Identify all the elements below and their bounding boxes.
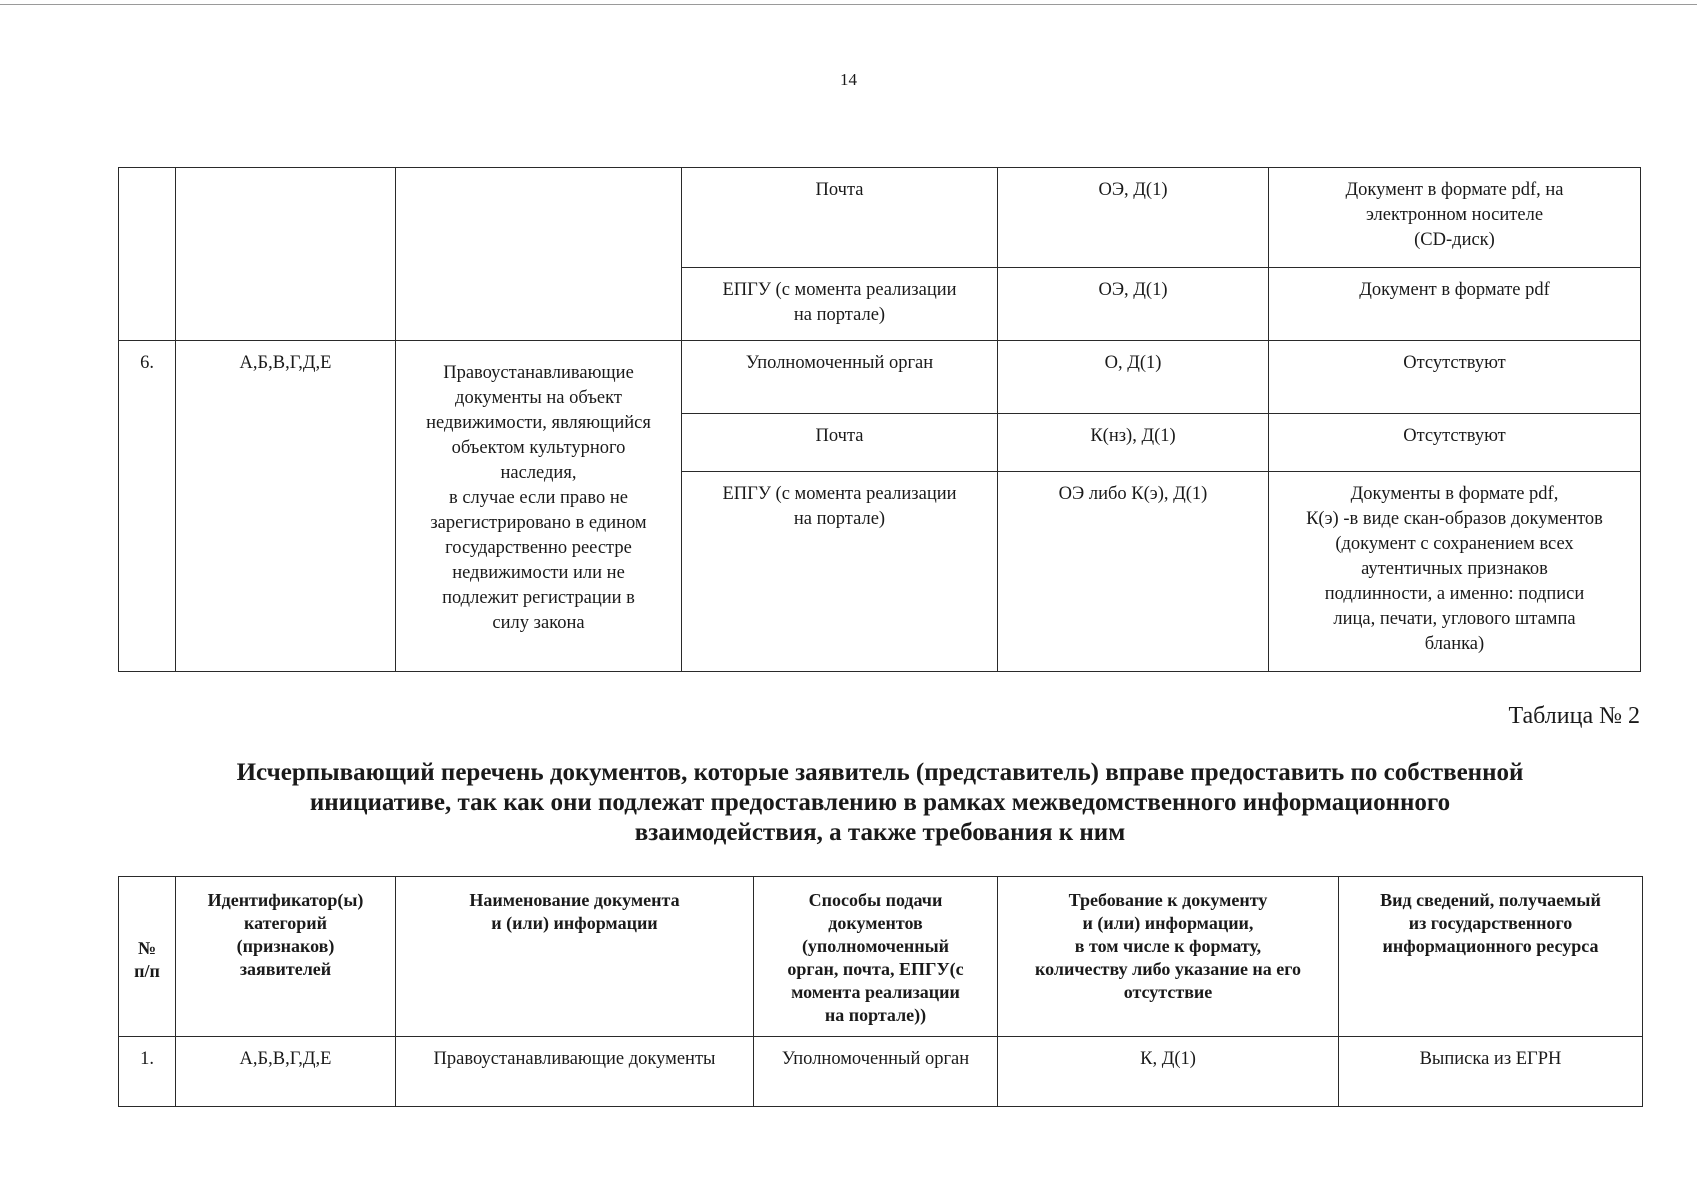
header-categories: Идентификатор(ы) категорий (признаков) заявителей (176, 877, 396, 1037)
requirement-cell: ОЭ, Д(1) (998, 268, 1269, 341)
method-cell: ЕПГУ (с момента реализации на портале) (682, 268, 998, 341)
number-cell (119, 168, 176, 341)
document-cell: Правоустанавливающие документы (396, 1037, 754, 1107)
format-cell: Отсутствуют (1269, 414, 1641, 472)
method-cell: Уполномоченный орган (682, 341, 998, 414)
categories-cell: А,Б,В,Г,Д,Е (176, 341, 396, 672)
table-row (119, 1037, 1643, 1107)
table-1-continuation (118, 167, 1641, 672)
method-cell: Почта (682, 414, 998, 472)
requirement-cell: К, Д(1) (998, 1037, 1339, 1107)
table-row (119, 341, 1641, 414)
header-info-type: Вид сведений, получаемый из государственного информационного ресурса (1339, 877, 1643, 1037)
page-number: 14 (840, 70, 857, 89)
info-type-cell: Выписка из ЕГРН (1339, 1037, 1643, 1107)
table-row (119, 168, 1641, 268)
header-number: № п/п (119, 877, 176, 1037)
format-cell: Отсутствуют (1269, 341, 1641, 414)
header-document: Наименование документа и (или) информации (396, 877, 754, 1037)
table-header-row (119, 877, 1643, 1037)
document-cell (396, 168, 682, 341)
categories-cell (176, 168, 396, 341)
header-requirement: Требование к документу и (или) информации, в том числе к формату, количеству либо указание на его отсутствие (998, 877, 1339, 1037)
header-method: Способы подачи документов (уполномоченный орган, почта, ЕПГУ(с момента реализации на портале)) (754, 877, 998, 1037)
method-cell: ЕПГУ (с момента реализации на портале) (682, 472, 998, 672)
document-cell: Правоустанавливающие документы на объект недвижимости, являющийся объектом культурного наследия, в случае если право не зарегистрировано в едином государственно реестре недвижимости или не подлежит регистрации в силу закона (396, 341, 682, 672)
requirement-cell: О, Д(1) (998, 341, 1269, 414)
format-cell: Документ в формате pdf (1269, 268, 1641, 341)
method-cell: Уполномоченный орган (754, 1037, 998, 1107)
requirement-cell: ОЭ, Д(1) (998, 168, 1269, 268)
scan-edge-line (0, 4, 1697, 5)
table-2-title: Исчерпывающий перечень документов, которые заявитель (представитель) вправе предоставить по собственной инициативе, так как они подлежат предоставлению в рамках межведомственного информационного взаимодействия, а также требования к ним (236, 759, 1524, 846)
number-cell: 1. (119, 1037, 176, 1107)
format-cell: Документы в формате pdf, К(э) -в виде скан-образов документов (документ с сохранением всех аутентичных признаков подлинности, а именно: подписи лица, печати, углового штампа бланка) (1269, 472, 1641, 672)
format-cell: Документ в формате pdf, на электронном носителе (CD-диск) (1269, 168, 1641, 268)
table-2-label: Таблица № 2 (1508, 703, 1640, 729)
requirement-cell: К(нз), Д(1) (998, 414, 1269, 472)
table-2 (118, 876, 1643, 1107)
number-cell: 6. (119, 341, 176, 672)
method-cell: Почта (682, 168, 998, 268)
categories-cell: А,Б,В,Г,Д,Е (176, 1037, 396, 1107)
requirement-cell: ОЭ либо К(э), Д(1) (998, 472, 1269, 672)
